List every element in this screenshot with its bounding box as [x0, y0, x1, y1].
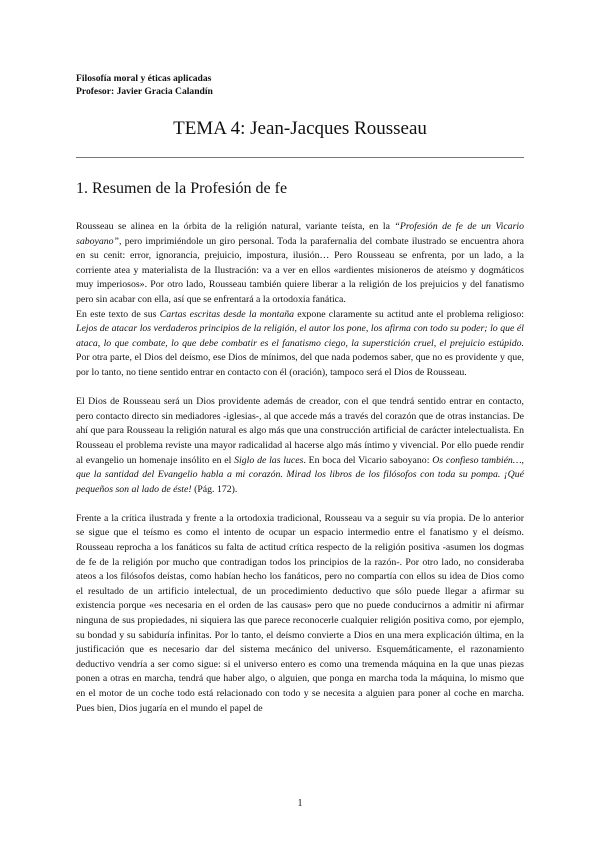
- page-number: 1: [297, 798, 303, 809]
- title-divider: [76, 157, 524, 158]
- paragraph-1: [76, 220, 524, 308]
- italic-quote: Lejos de atacar los verdaderos principios de la religión, el autor los pone, los afirma con todo su poder; lo que él ataca, lo que combate, lo que debe combatir es el fanatismo ciego, la superstición cruel, el prejuicio estúpido.: [76, 323, 524, 349]
- text-span: pero imprimiéndole un giro personal. Toda la parafernalia del combate ilustrado se encuentra ahora en su cenit: error, ignorancia, prejuicio, impostura, ilusión… Pero Rousseau se enfrenta, por un lado, a la corriente atea y materialista de la Ilustración: va a ver en ellos «ardientes misioneros de ateísmo y dogmáticos muy imperiosos». Por otro lado, Rousseau también quiere liberar a la religión de los prejuicios y del fanatismo pero sin acabar con ella, así que se enfrentará a la ortodoxia fanática.: [76, 235, 524, 305]
- page-title: TEMA 4: Jean-Jacques Rousseau: [173, 118, 427, 139]
- text-span: Rousseau se alinea en la órbita de la religión natural, variante teísta, en la: [76, 221, 395, 232]
- text-span: (Pág. 172).: [191, 483, 238, 495]
- text-span: . En boca del Vicario saboyano:: [303, 454, 433, 466]
- text-span: El Dios de Rousseau será un Dios providente además de creador, con el que tendrá sentido entrar en contacto, pero contacto directo sin mediadores -iglesias-, al que accede más a través del corazón que de otras instancias. De ahí que para Rousseau la religión natural es algo más que una construcción artificial de carácter intelectualista. En Rousseau el problema reviste una mayor radicalidad al hacerse algo más íntimo y vivencial. Por ello puede rendir al evangelio un homenaje insólito en el: [76, 396, 524, 466]
- paragraph-4: Frente a la crítica ilustrada y frente a la ortodoxia tradicional, Rousseau va a seguir su vía propia. De lo anterior se sigue que el teísmo es como el intento de ocupar un espacio intermedio entre el fanatismo y el deísmo. Rousseau reprocha a los fanáticos su falta de actitud crítica respecto de la religión positiva -asumen los dogmas de fe de la religión por mucho que contradigan todos los principios de la razón-. Por otro lado, no consideraba ateos a los filósofos deístas, como habían hecho los fanáticos, pero no compartía con ellos su idea de Dios como el resultado de un artificio intelectual, de un procedimiento deductivo que sólo puede llegar a afirmar su existencia porque «es necesaria en el orden de las causas» pero que no puede conducirnos a admitir ni afirmar ninguna de sus propiedades, ni siquiera las que parece reconocerle cualquier religión positiva como, por ejemplo, su bondad y su sabiduría infinitas. Por lo tanto, el deísmo convierte a Dios en una mera explicación última, en la justificación que es necesario dar del sistema mecánico del universo. Esquemáticamente, el razonamiento deductivo vendría a ser como sigue: si el universo entero es como una tremenda máquina en la que unas piezas ponen a otras en marcha, tendrá que haber algo, o alguien, que ponga en marcha toda la máquina, lo mismo que en el motor de un coche todo está relacionado con todo y se necesita a alguien para poner al coche en marcha. Pues bien, Dios jugaría en el mundo el papel de: [76, 512, 524, 714]
- italic-title: Cartas escritas desde la montaña: [159, 308, 295, 320]
- paragraph-3: [76, 395, 524, 497]
- professor-name: Profesor: Javier Gracia Calandín: [76, 86, 213, 97]
- paragraph-2: [76, 308, 524, 381]
- italic-quote: Os confieso también…, que la santidad del Evangelio habla a mi corazón. Mirad los libros de los filósofos con toda su pompa. ¡Qué pequeños son al lado de éste!: [76, 454, 524, 495]
- italic-title: Siglo de las luces: [234, 454, 304, 466]
- document-body: [76, 220, 524, 716]
- text-span: expone claramente su actitud ante el problema religioso:: [294, 308, 524, 320]
- text-span: Por otra parte, el Dios del deísmo, ese Dios de mínimos, del que nada podemos saber, que no es providente y que, por lo tanto, no tiene sentido entrar en contacto con él (oración), tampoco será el Dios de Rousseau.: [76, 352, 524, 378]
- document-header: [76, 72, 213, 98]
- italic-title: “Profesión de fe de un Vicario saboyano”,: [76, 221, 525, 247]
- text-span: En este texto de sus: [76, 308, 160, 320]
- course-name: Filosofía moral y éticas aplicadas: [76, 73, 212, 84]
- section-heading: 1. Resumen de la Profesión de fe: [76, 180, 288, 197]
